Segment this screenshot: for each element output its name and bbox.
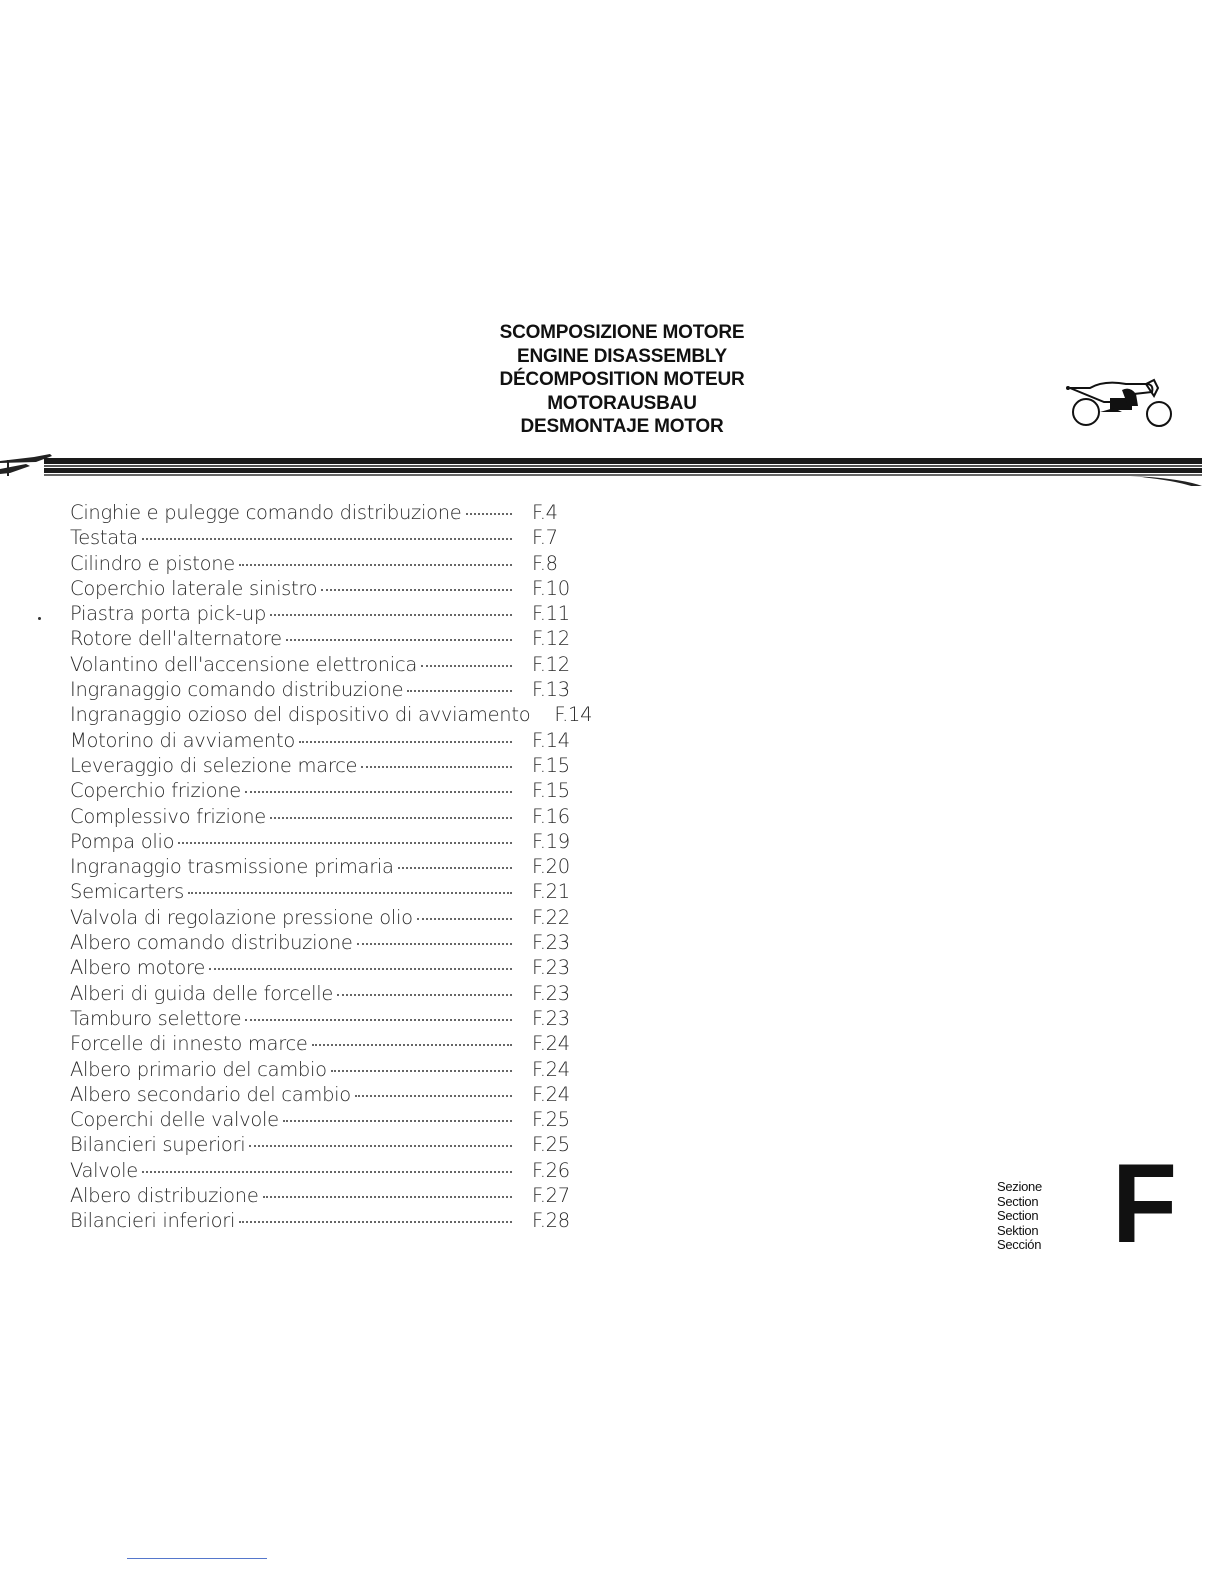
toc-entry-page: F.20 (532, 855, 570, 879)
toc-entry[interactable] (70, 678, 590, 703)
toc-entry-title: Ingranaggio ozioso del dispositivo di avviamento (70, 703, 531, 727)
toc-entry[interactable] (70, 779, 590, 804)
toc-entry-title: Testata (70, 526, 138, 550)
toc-entry[interactable] (70, 1184, 590, 1209)
toc-entry-title: Coperchi delle valvole (70, 1108, 279, 1132)
toc-entry-page: F.15 (532, 779, 570, 803)
toc-entry-title: Albero secondario del cambio (70, 1082, 351, 1106)
toc-entry[interactable] (70, 906, 590, 931)
toc-entry[interactable] (70, 653, 590, 678)
dot-leader (245, 790, 512, 793)
toc-entry-page: F.24 (532, 1082, 570, 1106)
toc-entry[interactable] (70, 956, 590, 981)
toc-entry[interactable] (70, 1133, 590, 1158)
toc-entry-title: Rotore dell'alternatore (70, 627, 282, 651)
section-title-block (422, 321, 822, 439)
dot-leader (286, 638, 512, 641)
toc-entry[interactable] (70, 1083, 590, 1108)
dot-leader (209, 967, 512, 970)
toc-entry-title: Bilancieri superiori (70, 1133, 246, 1157)
toc-entry-page: F.4 (532, 501, 558, 524)
toc-entry[interactable] (70, 602, 590, 627)
toc-entry[interactable] (70, 805, 590, 830)
section-word-french: Section (997, 1208, 1039, 1224)
toc-entry-page: F.10 (532, 576, 570, 600)
toc-entry[interactable] (70, 931, 590, 956)
header-rule (0, 446, 1224, 486)
toc-entry-title: Bilancieri inferiori (70, 1209, 236, 1233)
dot-leader (407, 689, 512, 692)
toc-entry-page: F.24 (532, 1032, 570, 1056)
hyperlink-underline[interactable] (127, 1558, 267, 1559)
toc-entry-page: F.23 (532, 956, 570, 980)
toc-entry-page: F.8 (532, 551, 558, 575)
toc-entry-page: F.21 (532, 880, 570, 904)
dot-leader (283, 1119, 512, 1122)
dot-leader (331, 1069, 512, 1072)
toc-entry[interactable] (70, 830, 590, 855)
toc-entry[interactable] (70, 1007, 590, 1032)
toc-entry-title: Albero motore (70, 956, 206, 980)
dot-leader (142, 1170, 512, 1173)
toc-entry-title: Pompa olio (70, 829, 175, 853)
section-letter: F (1112, 1141, 1178, 1266)
toc-entry-page: F.14 (554, 703, 593, 727)
dot-leader (312, 1043, 512, 1046)
toc-entry[interactable] (70, 526, 590, 551)
toc-entry-title: Motorino di avviamento (70, 728, 295, 752)
toc-entry-page: F.23 (532, 931, 570, 955)
dot-leader (245, 1018, 512, 1021)
toc-entry-title: Leveraggio di selezione marce (70, 753, 358, 777)
dot-leader (321, 588, 512, 591)
toc-entry-page: F.13 (532, 678, 570, 702)
toc-entry-page: F.16 (532, 804, 570, 828)
toc-entry[interactable] (70, 855, 590, 880)
toc-entry-page: F.25 (532, 1108, 570, 1132)
dot-leader (361, 765, 512, 768)
toc-entry-title: Cinghie e pulegge comando distribuzione (70, 501, 462, 524)
dot-leader (270, 816, 512, 819)
dot-leader (188, 891, 512, 894)
dot-leader (178, 841, 512, 844)
section-word-german: Sektion (997, 1222, 1039, 1238)
toc-entry-title: Ingranaggio trasmissione primaria (70, 855, 394, 879)
toc-entry-page: F.14 (532, 728, 570, 752)
toc-entry[interactable] (70, 1209, 590, 1234)
toc-entry-title: Coperchio frizione (70, 779, 241, 803)
toc-entry-page: F.7 (532, 526, 558, 550)
title-italian: SCOMPOSIZIONE MOTORE (499, 322, 745, 343)
toc-entry-title: Albero distribuzione (70, 1184, 259, 1208)
title-spanish: DESMONTAJE MOTOR (520, 416, 724, 437)
toc-entry[interactable] (70, 1108, 590, 1133)
toc-entry-page: F.28 (532, 1209, 570, 1233)
toc-entry-title: Piastra porta pick-up (70, 602, 267, 626)
toc-entry[interactable] (70, 1032, 590, 1057)
dot-leader (398, 866, 512, 869)
title-german: MOTORAUSBAU (547, 392, 697, 414)
toc-entry-page: F.12 (532, 627, 570, 651)
dot-leader (417, 917, 512, 920)
toc-entry-page: F.15 (532, 753, 570, 777)
dot-leader (239, 563, 512, 566)
toc-entry-title: Coperchio laterale sinistro (70, 576, 318, 600)
section-word-spanish: Sección (997, 1237, 1042, 1253)
title-english: ENGINE DISASSEMBLY (516, 345, 728, 367)
dot-leader (270, 613, 512, 616)
dot-leader (263, 1195, 512, 1198)
toc-entry-page: F.26 (532, 1158, 570, 1182)
toc-entry-page: F.22 (532, 905, 570, 929)
toc-entry-title: Valvola di regolazione pressione olio (70, 905, 413, 929)
toc-entry-title: Alberi di guida delle forcelle (70, 981, 334, 1005)
dot-leader (142, 537, 512, 540)
toc-entry[interactable] (70, 627, 590, 652)
toc-entry-title: Albero primario del cambio (70, 1057, 327, 1081)
dot-leader (249, 1144, 512, 1147)
section-label (997, 1180, 1042, 1253)
section-word-italian: Sezione (997, 1179, 1042, 1194)
toc-entry[interactable] (70, 729, 590, 754)
toc-entry-page: F.27 (532, 1184, 570, 1208)
toc-entry[interactable] (70, 552, 590, 577)
dot-leader (337, 993, 512, 996)
toc-entry[interactable] (70, 577, 590, 602)
toc-entry[interactable] (70, 982, 590, 1007)
toc-entry-title: Cilindro e pistone (70, 551, 236, 575)
toc-entry-title: Complessivo frizione (70, 804, 266, 828)
toc-entry-title: Tamburo selettore (70, 1006, 242, 1030)
dot-leader (357, 942, 512, 945)
toc-entry-page: F.25 (532, 1133, 570, 1157)
table-of-contents (70, 501, 593, 1235)
scan-speck (38, 617, 41, 620)
dot-leader (299, 740, 512, 743)
toc-entry-title: Forcelle di innesto marce (70, 1032, 308, 1056)
dot-leader (355, 1094, 512, 1097)
toc-entry[interactable] (70, 754, 590, 779)
toc-entry[interactable] (70, 1159, 590, 1184)
section-word-english: Section (997, 1193, 1039, 1209)
toc-entry[interactable] (70, 880, 590, 905)
toc-entry-page: F.24 (532, 1057, 570, 1081)
toc-entry-page: F.19 (532, 829, 570, 853)
toc-entry-title: Albero comando distribuzione (70, 931, 353, 955)
dot-leader (421, 664, 512, 667)
toc-entry-title: Ingranaggio comando distribuzione (70, 678, 404, 702)
dot-leader (466, 512, 513, 515)
toc-entry[interactable] (70, 501, 590, 526)
toc-entry-page: F.23 (532, 1006, 570, 1030)
toc-entry[interactable] (70, 703, 593, 728)
motorcycle-icon (1064, 376, 1182, 434)
toc-entry-title: Volantino dell'accensione elettronica (70, 652, 417, 676)
toc-entry-title: Semicarters (70, 880, 184, 904)
title-french: DÉCOMPOSITION MOTEUR (499, 369, 745, 390)
dot-leader (239, 1220, 512, 1223)
toc-entry-page: F.12 (532, 652, 570, 676)
toc-entry-title: Valvole (70, 1158, 138, 1182)
toc-entry-page: F.23 (532, 981, 570, 1005)
toc-entry[interactable] (70, 1058, 590, 1083)
toc-entry-page: F.11 (532, 602, 570, 626)
